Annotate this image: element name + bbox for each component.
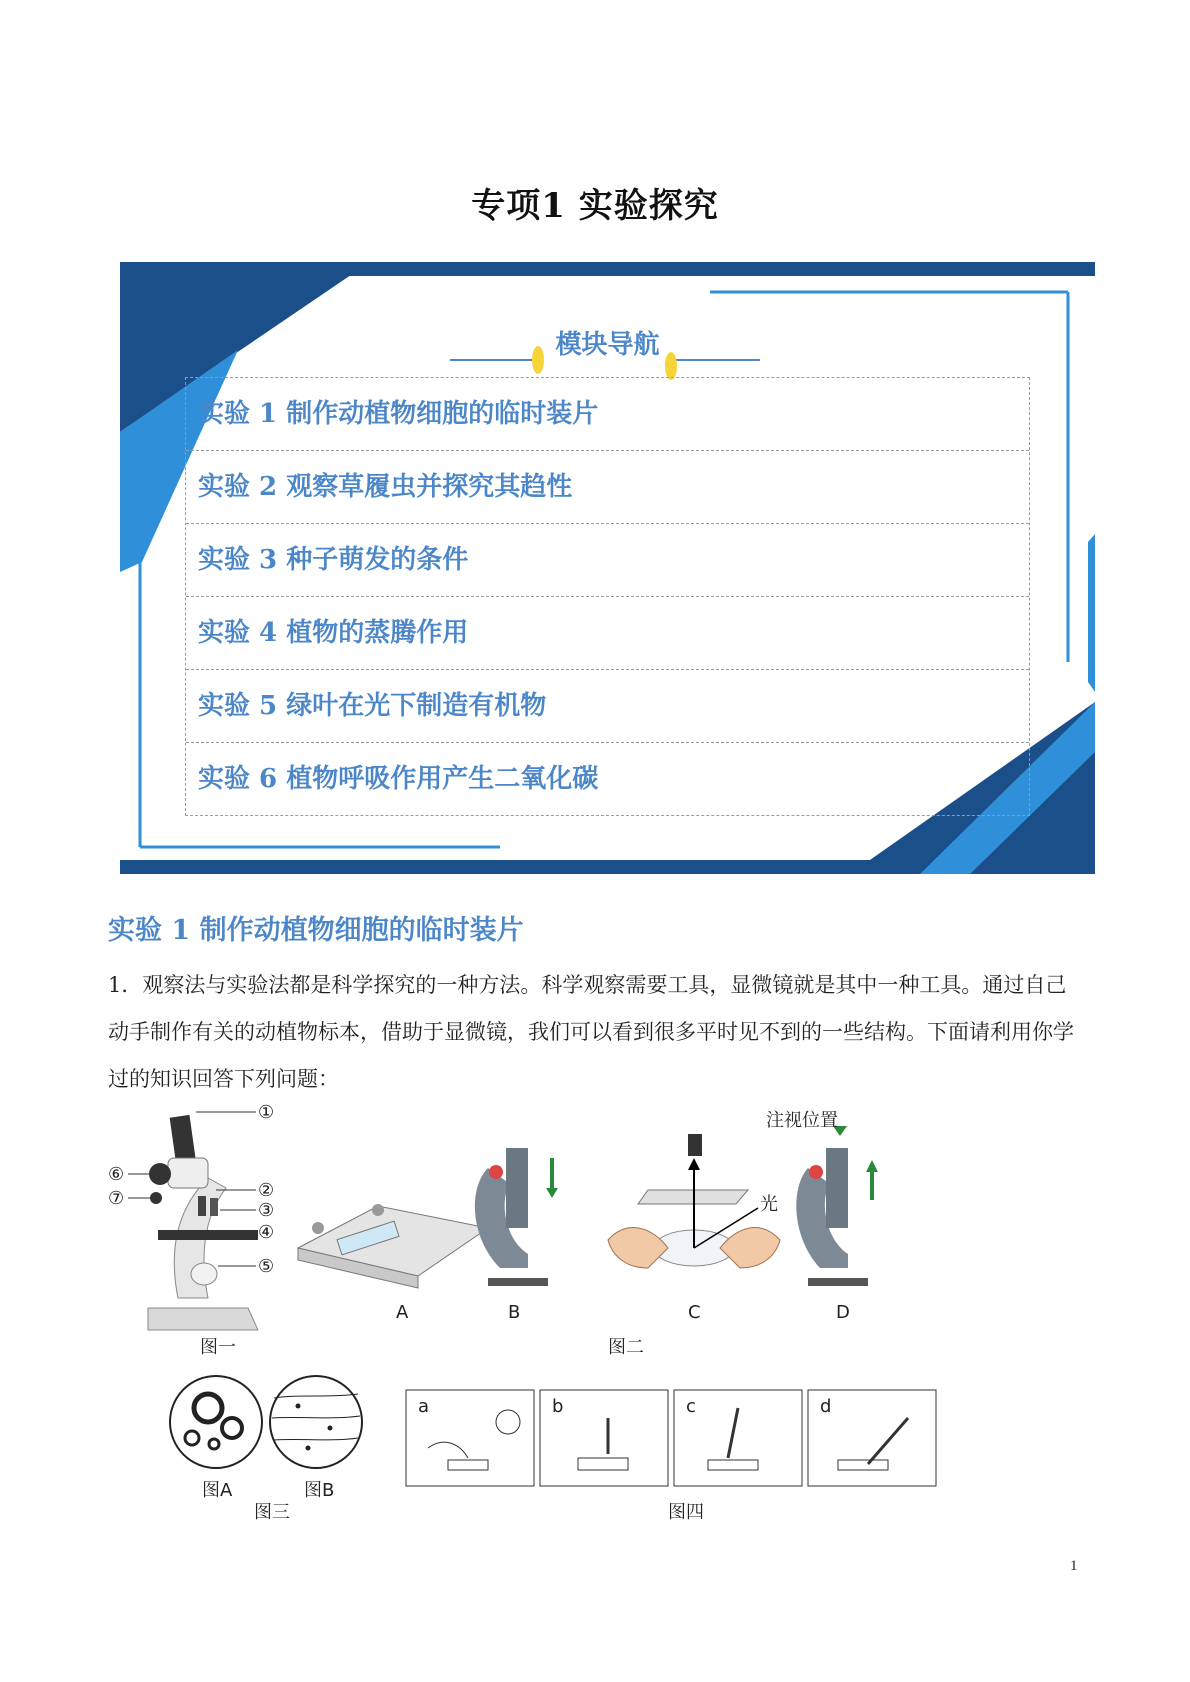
figures-area	[108, 1098, 1048, 1538]
page-title: 专项1 实验探究	[471, 186, 719, 226]
fig3-cell-b	[270, 1376, 362, 1501]
nav-list	[185, 377, 1030, 816]
fig4-panels	[406, 1390, 936, 1486]
microscope-figure	[108, 1102, 274, 1358]
svg-text:B: B	[508, 1302, 521, 1323]
svg-text:C: C	[688, 1302, 701, 1323]
marker-2: ②	[258, 1180, 275, 1201]
marker-1: ①	[258, 1102, 275, 1123]
svg-text:D: D	[836, 1302, 850, 1323]
nav-item-experiment-2[interactable]: 实验 2 观察草履虫并探究其趋性	[186, 450, 1029, 523]
nav-item-experiment-1[interactable]: 实验 1 制作动植物细胞的临时装片	[198, 399, 599, 429]
fig3-cell-a	[170, 1376, 262, 1501]
fig2-panel-a	[298, 1204, 488, 1323]
svg-text:d: d	[820, 1396, 832, 1417]
svg-text:图A: 图A	[202, 1480, 233, 1501]
fig1-caption: 图一	[200, 1337, 236, 1358]
module-navigation-box	[120, 262, 1095, 874]
experiment-figures	[108, 1098, 1048, 1538]
svg-text:光: 光	[760, 1194, 778, 1215]
section-heading: 实验 1 制作动植物细胞的临时装片	[108, 915, 524, 946]
marker-3: ③	[258, 1200, 275, 1221]
svg-text:b: b	[552, 1396, 564, 1417]
fig2-panel-b	[475, 1148, 558, 1323]
nav-item-experiment-3[interactable]: 实验 3 种子萌发的条件	[186, 523, 1029, 596]
nav-item-experiment-6[interactable]: 实验 6 植物呼吸作用产生二氧化碳	[186, 742, 1029, 815]
svg-text:c: c	[686, 1396, 696, 1417]
marker-4: ④	[258, 1222, 275, 1243]
marker-5: ⑤	[258, 1256, 275, 1277]
marker-6: ⑥	[108, 1164, 125, 1185]
page-number: 1	[1070, 1558, 1078, 1574]
fig3-caption: 图三	[254, 1502, 290, 1523]
nav-item-experiment-5[interactable]: 实验 5 绿叶在光下制造有机物	[186, 669, 1029, 742]
question-paragraph: 1．观察法与实验法都是科学探究的一种方法。科学观察需要工具，显微镜就是其中一种工具。通过自己动手制作有关的动植物标本，借助于显微镜，我们可以看到很多平时见不到的一些结构。下面请利用你学过的知识回答下列问题：	[108, 973, 1074, 1091]
svg-text:注视位置: 注视位置	[766, 1110, 838, 1131]
fig2-panel-c	[608, 1134, 780, 1323]
marker-7: ⑦	[108, 1188, 125, 1209]
svg-text:a: a	[418, 1396, 430, 1417]
fig2-caption: 图二	[608, 1337, 644, 1358]
nav-heading: 模块导航	[555, 330, 660, 360]
svg-text:图B: 图B	[304, 1480, 335, 1501]
fig4-caption: 图四	[668, 1502, 704, 1523]
fig2-panel-d	[766, 1110, 878, 1323]
nav-item-experiment-4[interactable]: 实验 4 植物的蒸腾作用	[186, 596, 1029, 669]
svg-text:A: A	[396, 1302, 409, 1323]
